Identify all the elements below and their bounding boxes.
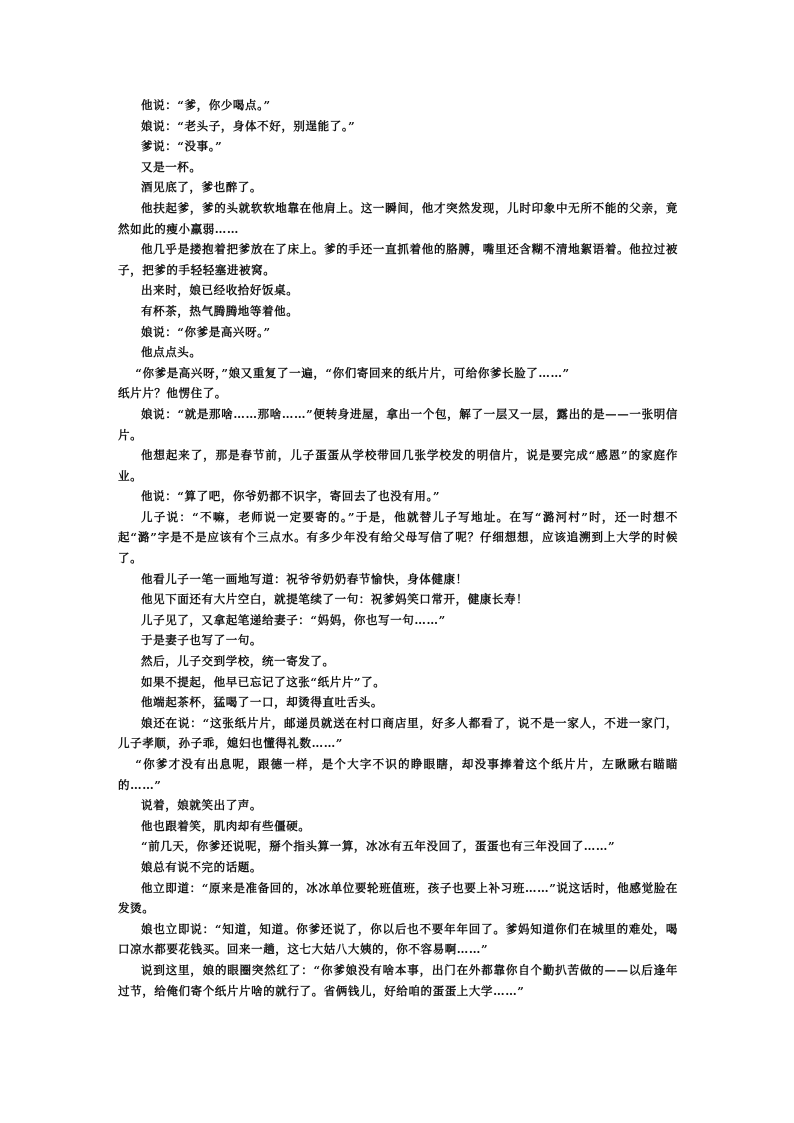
paragraph: 说着，娘就笑出了声。	[141, 798, 262, 813]
paragraph: 娘还在说：“这张纸片片，邮递员就送在村口商店里，好多人都看了，说不是一家人，不进一家门，儿子孝顺，孙子乖，媳妇也懂得礼数……”	[118, 715, 678, 751]
paragraph: 他几乎是搂抱着把爹放在了床上。爹的手还一直抓着他的胳膊，嘴里还含糊不清地絮语着。他拉过被子，把爹的手轻轻塞进被窝。	[118, 242, 678, 277]
paragraph: 他端起茶杯，猛喝了一口，却烫得直吐舌头。	[141, 695, 383, 710]
paragraph: 他立即道：“原来是准备回的，冰冰单位要轮班值班，孩子也要上补习班……”说这话时，他感觉脸在发烫。	[118, 880, 678, 916]
paragraph: 又是一杯。	[141, 159, 202, 174]
paragraph: 纸片片？他愣住了。	[118, 386, 227, 401]
paragraph: 于是妻子也写了一句。	[141, 633, 262, 648]
paragraph: 儿子说：“不嘛，老师说一定要寄的。”于是，他就替儿子写地址。在写“潞河村”时，还一时想不起“潞”字是不是应该有个三点水。有多少年没有给父母写信了呢？仔细想想，应该追溯到上大学的时候了。	[118, 509, 678, 566]
paragraph: “前几天，你爹还说呢，掰个指头算一算，冰冰有五年没回了，蛋蛋也有三年没回了……”	[141, 839, 616, 854]
paragraph: 他扶起爹，爹的头就软软地靠在他肩上。这一瞬间，他才突然发现，儿时印象中无所不能的父亲，竟然如此的瘦小羸弱……	[118, 200, 678, 236]
paragraph: 然后，儿子交到学校，统一寄发了。	[141, 654, 335, 669]
paragraph: 他想起来了，那是春节前，儿子蛋蛋从学校带回几张学校发的明信片，说是要完成“感恩”的家庭作业。	[118, 448, 678, 483]
paragraph: 出来时，娘已经收拾好饭桌。	[141, 283, 299, 298]
paragraph: 爹说：“没事。”	[141, 139, 223, 154]
paragraph: “你爹是高兴呀，”娘又重复了一遍，“你们寄回来的纸片片，可给你爹长脸了……”	[135, 365, 570, 380]
paragraph: 儿子见了，又拿起笔递给妻子：“妈妈，你也写一句……”	[141, 612, 446, 627]
paragraph: 酒见底了，爹也醉了。	[141, 180, 262, 195]
paragraph: 如果不提起，他早已忘记了这张“纸片片”了。	[141, 674, 386, 689]
paragraph: 他说：“算了吧，你爷奶都不识字，寄回去了也没有用。”	[141, 489, 441, 504]
paragraph: 娘说：“你爹是高兴呀。”	[141, 324, 271, 339]
paragraph: 娘说：“老头子，身体不好，别逞能了。”	[141, 118, 356, 133]
story-text-column	[118, 95, 678, 1001]
paragraph: 有杯茶，热气腾腾地等着他。	[141, 303, 299, 318]
paragraph: 他点点头。	[141, 345, 202, 360]
paragraph: 说到这里，娘的眼圈突然红了：“你爹娘没有啥本事，出门在外都靠你自个勤扒苦做的——以后逢年过节，给俺们寄个纸片片啥的就行了。省俩钱儿，好给咱的蛋蛋上大学……”	[118, 962, 678, 998]
paragraph: 他见下面还有大片空白，就提笔续了一句：祝爹妈笑口常开，健康长寿！	[141, 592, 529, 607]
paragraph: “你爹才没有出息呢，跟德一样，是个大字不识的睁眼瞎，却没事捧着这个纸片片，左瞅瞅右瞄瞄的……”	[118, 757, 678, 792]
paragraph: 他也跟着笑，肌肉却有些僵硬。	[141, 818, 311, 833]
paragraph: 娘说：“就是那啥……那啥……”便转身进屋，拿出一个包，解了一层又一层，露出的是——一张明信片。	[118, 406, 678, 442]
paragraph: 他说：“爹，你少喝点。”	[141, 98, 271, 112]
paragraph: 他看儿子一笔一画地写道：祝爷爷奶奶春节愉快，身体健康！	[141, 571, 468, 586]
paragraph: 娘总有说不完的话题。	[141, 859, 262, 874]
paragraph: 娘也立即说：“知道，知道。你爹还说了，你以后也不要年年回了。爹妈知道你们在城里的难处，喝口凉水都要花钱买。回来一趟，这七大姑八大姨的，你不容易啊……”	[118, 921, 678, 957]
